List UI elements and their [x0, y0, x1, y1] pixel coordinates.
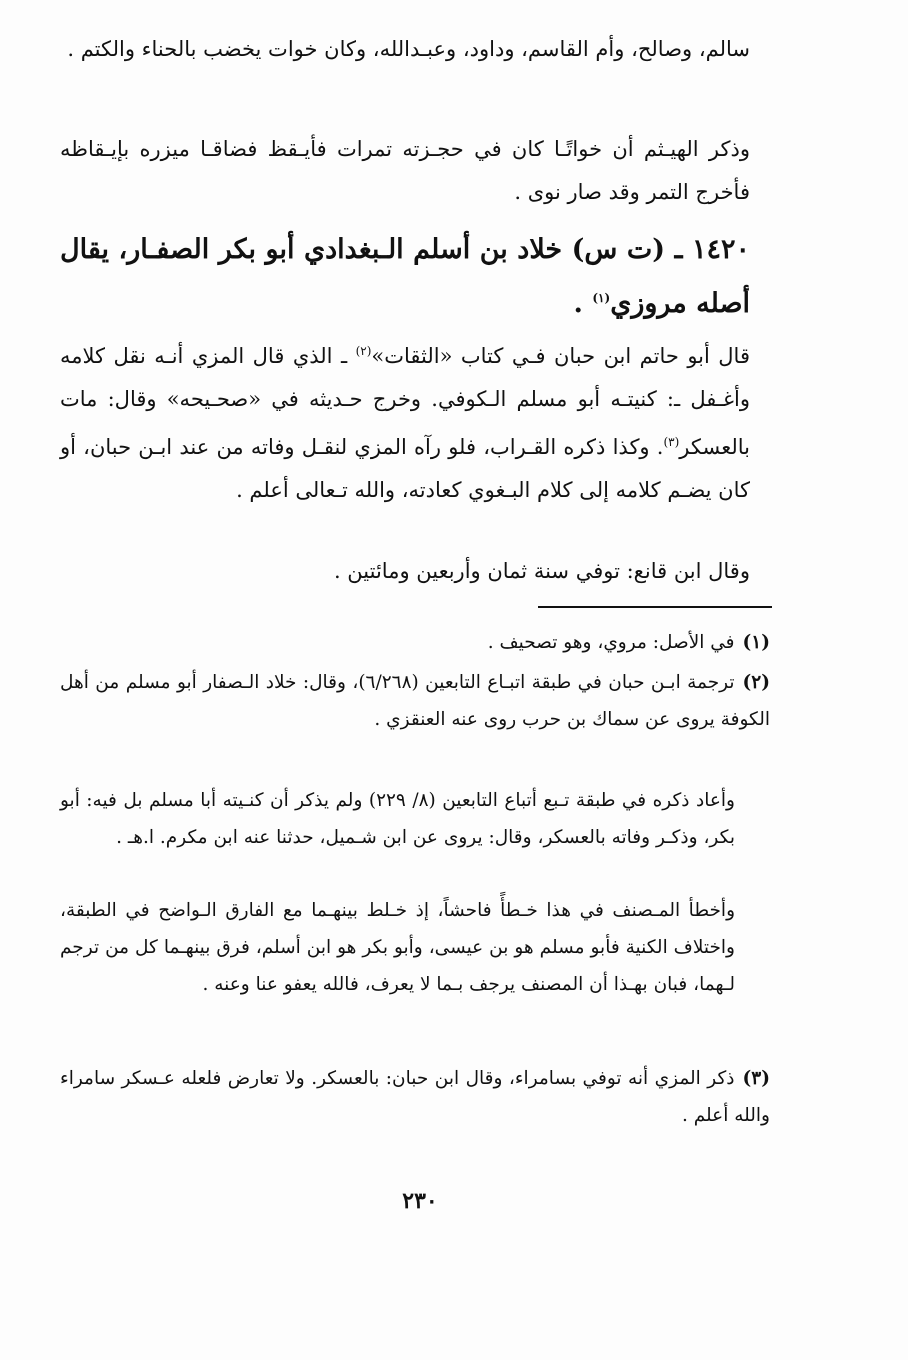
footnote-3-number: (٣) [742, 1068, 770, 1089]
footnote-2 [60, 664, 770, 738]
footnote-ref-1: (١) [592, 291, 611, 305]
footnote-ref-3: (٣) [663, 435, 680, 449]
footnote-2-continuation-1: وأعاد ذكره في طبقة تـبع أتباع التابعين (٨/ ٢٢٩) ولم يذكر أن كنـيته أبا مسلم بل فيه: أبو بكر، وذكـر وفاته بالعسكر، وقال: يروى عن ابن شـميل، حدثنا عنه ابن مكرم. ا.هـ . [60, 790, 735, 848]
entry-heading: ١٤٢٠ ـ (ت س) خلاد بن أسلم الـبغدادي أبو بكر الصفـار، يقال أصله مروزي$^{(١)}$ . [60, 234, 750, 319]
footnote-2-number: (٢) [742, 672, 770, 693]
paragraph-3-part-c: . وكذا ذكره القـراب، فلو رآه المزي لنقـل وفاته من عند ابـن حبان، أو كان يضـم كلامه إلى كلام البـغوي كعادته، والله تـعالى أعلم . [60, 435, 750, 502]
footnote-ref-2: (٢) [355, 344, 372, 358]
paragraph-3-part-a: قال أبو حاتم ابن حبان فـي كتاب «الثقات» [371, 344, 750, 368]
footnote-2-continuation-2: وأخطأ المـصنف في هذا خـطأً فاحشاً، إذ خـلط بينهـما مع الفارق الـواضح في الطبقة، واختلاف الكنية فأبو مسلم هو بن عيسى، وأبو بكر هو ابن أسلم، فرق بينهـما كل من ترجم لـهما، فبان بهـذا أن المصنف يرجف بـما لا يعرف، فالله يعفو عنا وعنه . [60, 900, 735, 995]
footnote-1-text: في الأصل: مروي، وهو تصحيف . [487, 632, 735, 653]
footnote-1 [60, 624, 770, 661]
footnote-divider [538, 606, 772, 608]
footnote-1-number: (١) [742, 632, 770, 653]
entry-heading-text: ١٤٢٠ ـ (ت س) خلاد بن أسلم الـبغدادي أبو بكر الصفـار، يقال أصله مروزي [60, 234, 750, 319]
page-number: ٢٣٠ [402, 1188, 438, 1214]
paragraph-2: وذكر الهيـثم أن خواتًـا كان في حجـزته تمرات فأيـقظ فضاقـا ميزره بإيـقاظه فأخرج التمر وقد صار نوى . [60, 137, 750, 204]
footnote-3-text: ذكر المزي أنه توفي بسامراء، وقال ابن حبان: بالعسكر. ولا تعارض فلعله عـسكر سامراء والله أعلم . [60, 1068, 770, 1126]
footnote-2-text: ترجمة ابـن حبان في طبقة اتبـاع التابعين (٦/٢٦٨)، وقال: خلاد الـصفار أبو مسلم من أهل الكوفة يروى عن سماك بن حرب روى عنه العنقزي . [60, 672, 770, 730]
paragraph-3-part-b: ـ الذي قال المزي أنـه نقل كلامه وأغـفل ـ: كنيتـه أبو مسلم الـكوفي. وخرج حـديثه في «صحـيحه» وقال: مات بالعسكر [60, 344, 750, 459]
footnote-3 [60, 1060, 770, 1134]
paragraph-3 [60, 330, 750, 512]
paragraph-1: سالم، وصالح، وأم القاسم، وداود، وعبـدالله، وكان خوات يخضب بالحناء والكتم . [67, 37, 750, 61]
paragraph-4: وقال ابن قانع: توفي سنة ثمان وأربعين ومائتين . [333, 559, 750, 583]
